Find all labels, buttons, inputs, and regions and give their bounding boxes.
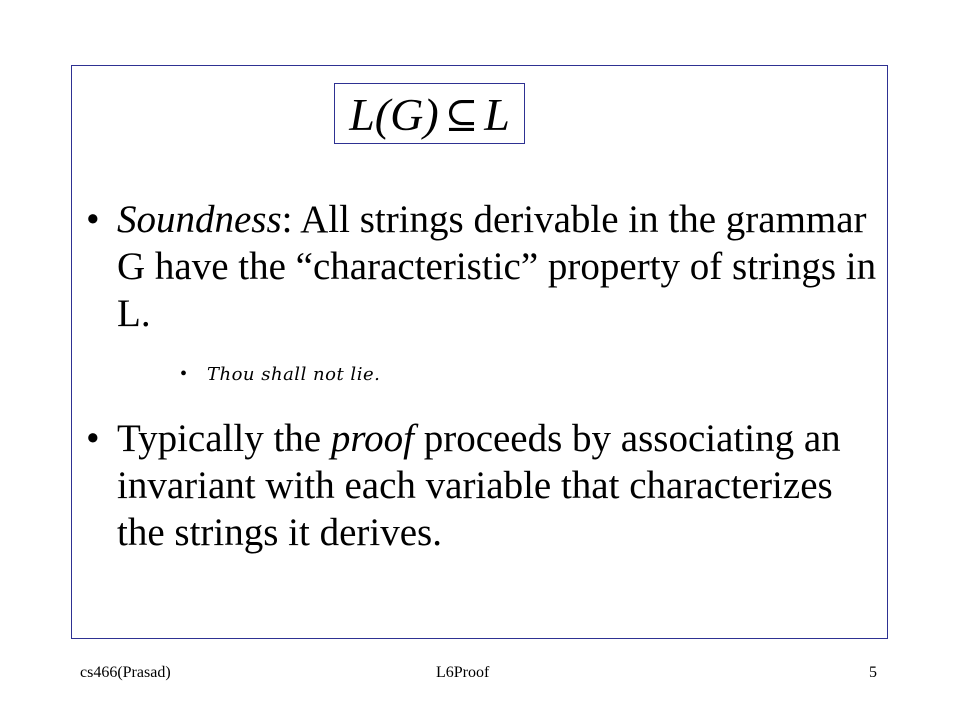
footer-course: cs466(Prasad) bbox=[80, 664, 171, 681]
bullet-dot: • bbox=[86, 198, 100, 241]
formula-left: L(G) bbox=[349, 89, 439, 140]
bullet-proof-text bbox=[117, 415, 877, 556]
proof-emph: proof bbox=[330, 417, 414, 460]
soundness-definition: : All strings derivable in the grammar G have the “characteristic” property of strings in L. bbox=[117, 198, 877, 335]
formula-right: L bbox=[484, 89, 510, 140]
bullet-soundness-text bbox=[117, 196, 877, 337]
soundness-term: Soundness bbox=[117, 198, 282, 241]
sub-bullet-dot: • bbox=[180, 363, 188, 385]
footer-title: L6Proof bbox=[436, 664, 490, 681]
bullet-dot: • bbox=[86, 417, 100, 460]
footer-page-number: 5 bbox=[869, 664, 877, 681]
formula bbox=[335, 84, 524, 143]
subset-symbol: ⊆ bbox=[444, 92, 479, 137]
sub-bullet-text: Thou shall not lie. bbox=[207, 364, 381, 385]
proof-pre: Typically the bbox=[117, 417, 331, 460]
proof-post: proceeds by associating an invariant with each variable that characterizes the strings it derives. bbox=[117, 417, 841, 554]
formula-box bbox=[334, 83, 525, 144]
